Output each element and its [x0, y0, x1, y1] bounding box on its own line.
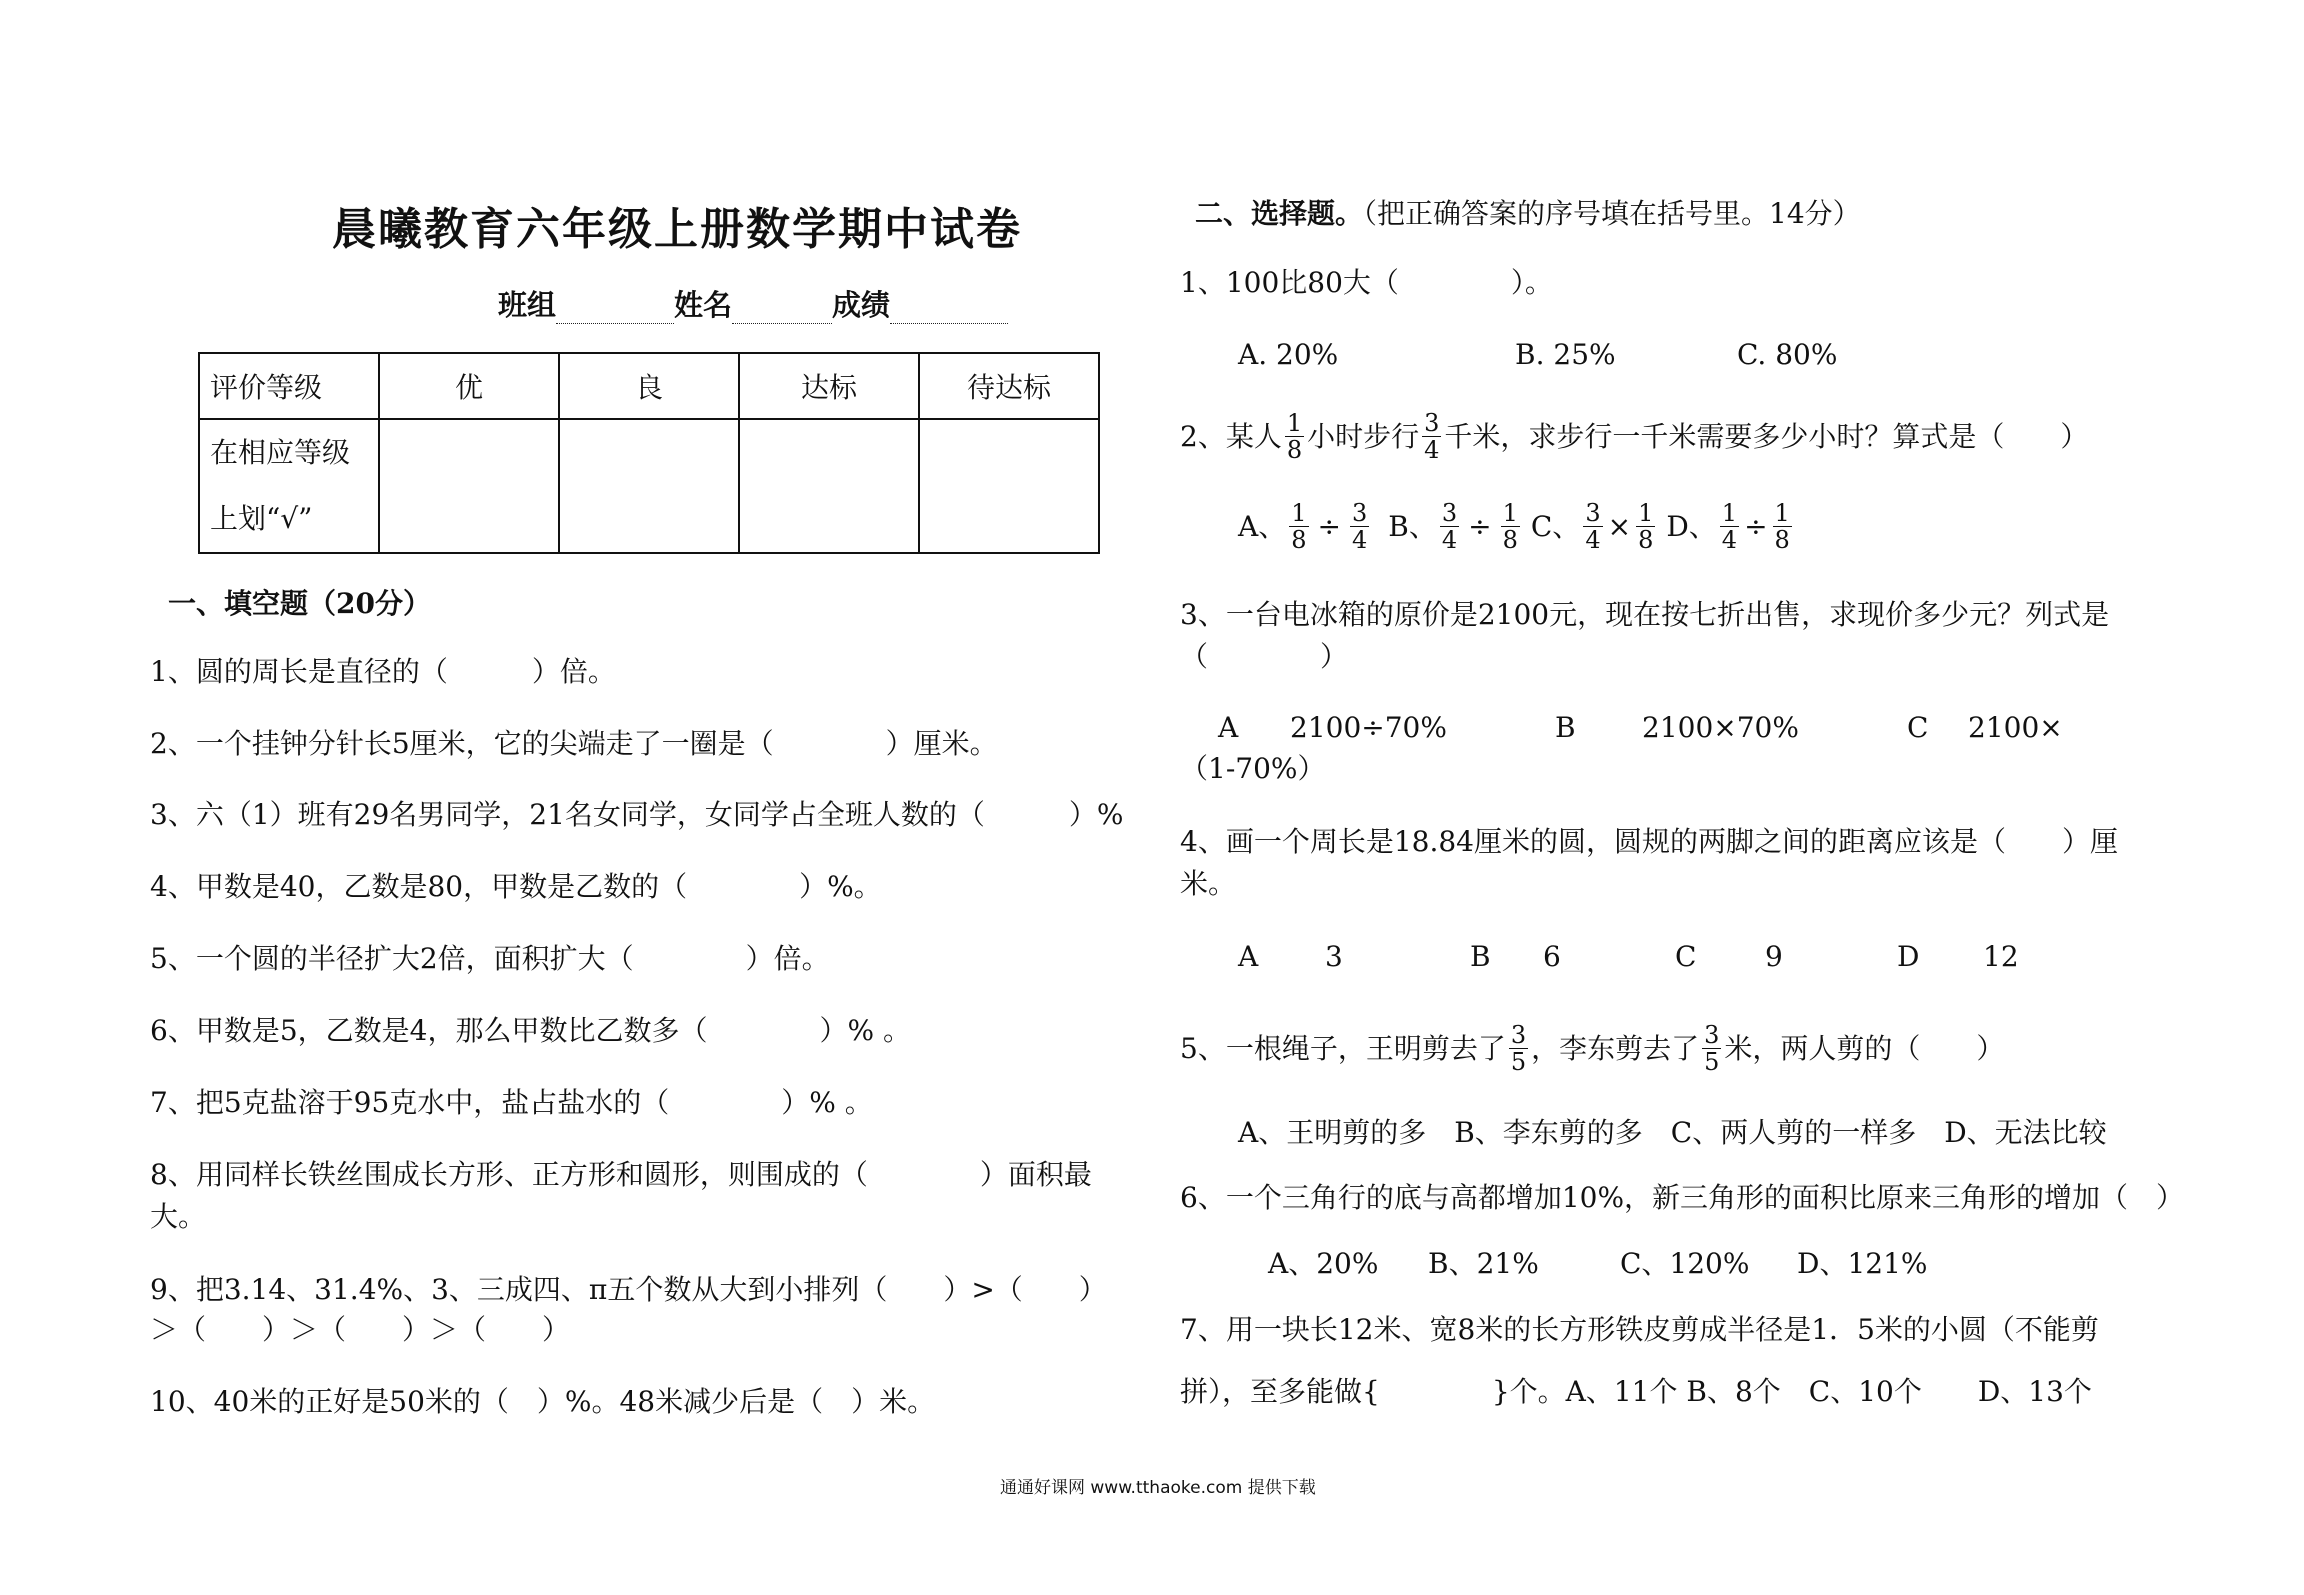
eval-row-label-line1: 在相应等级: [210, 436, 351, 469]
fraction: $\frac{1}{4}$: [1721, 499, 1738, 554]
section2-title: 二、选择题。: [1195, 197, 1364, 230]
fill-question-10: 10、40米的正好是50米的（ ）%。48米减少后是（ ）米。: [150, 1385, 936, 1418]
fill-question-5: 5、一个圆的半径扩大2倍，面积扩大（ ）倍。: [150, 942, 830, 975]
choice-q3-option-b: 2100×70%: [1642, 711, 1799, 744]
fill-question-1: 1、圆的周长是直径的（ ）倍。: [150, 655, 616, 688]
class-label: 班组: [498, 288, 557, 322]
choice-q3-option-a: 2100÷70%: [1290, 711, 1447, 744]
fill-question-9: 9、把3.14、31.4%、3、三成四、π五个数从大到小排列（ ）>（ ）: [150, 1273, 1107, 1306]
fill-question-6: 6、甲数是5，乙数是4，那么甲数比乙数多（ ）% 。: [150, 1014, 911, 1047]
score-blank[interactable]: [890, 295, 1008, 324]
choice-q2-option-c: C、 $\frac{3}{4}$ × $\frac{1}{8}$: [1530, 499, 1654, 554]
choice-q2-option-d: D、 $\frac{1}{4}$ ÷ $\frac{1}{8}$: [1666, 499, 1790, 554]
choice-q4-option-d: 12: [1983, 940, 2019, 973]
choice-question-2: 2、某人 $\frac{1}{8}$ 小时步行 $\frac{3}{4}$ 千米，求步行一千米需要多少小时？算式是（ ）: [1180, 409, 2089, 464]
fraction: $\frac{3}{4}$: [1585, 499, 1601, 554]
fill-question-9-cont: ＞（ ）＞（ ）＞（ ）: [150, 1313, 571, 1346]
student-info-line: [498, 283, 1008, 324]
eval-header-level: 评价等级: [199, 353, 379, 419]
fill-question-3: 3、六（1）班有29名男同学，21名女同学，女同学占全班人数的（ ）%: [150, 798, 1124, 831]
choice-q6-option-d: D、121%: [1797, 1247, 1928, 1280]
eval-cell-excellent[interactable]: [379, 419, 559, 553]
fraction: $\frac{3}{4}$: [1351, 499, 1368, 554]
choice-q1-option-a: A. 20%: [1238, 338, 1339, 371]
fill-question-8-cont: 大。: [150, 1200, 207, 1233]
eval-cell-needs-work[interactable]: [919, 419, 1099, 553]
fraction: $\frac{3}{4}$: [1441, 499, 1458, 554]
choice-question-7: 7、用一块长12米、宽8米的长方形铁皮剪成半径是1．5米的小圆（不能剪: [1180, 1313, 2099, 1346]
choice-q4-option-a-label: A: [1238, 940, 1259, 973]
choice-q4-option-b-label: B: [1470, 940, 1491, 973]
fraction: $\frac{1}{8}$: [1286, 409, 1303, 464]
eval-header-needs-work: 待达标: [919, 353, 1099, 419]
fraction: $\frac{1}{8}$: [1502, 499, 1518, 554]
choice-q4-option-a: 3: [1325, 940, 1343, 973]
choice-question-3: 3、一台电冰箱的原价是2100元，现在按七折出售，求现价多少元？列式是: [1180, 598, 2110, 631]
section2-note: （把正确答案的序号填在括号里。14分）: [1363, 197, 1861, 230]
eval-header-good: 良: [559, 353, 739, 419]
footer-source: 通通好课网 www.tthaoke.com 提供下载: [1000, 1478, 1316, 1498]
choice-q1-option-c: C. 80%: [1737, 338, 1838, 371]
choice-question-1: 1、100比80大（ ）。: [1180, 266, 1553, 299]
choice-q6-option-a: A、20%: [1268, 1247, 1379, 1280]
choice-q4-option-d-label: D: [1897, 940, 1920, 973]
choice-q4-option-c-label: C: [1675, 940, 1697, 973]
name-label: 姓名: [674, 288, 733, 322]
eval-header-excellent: 优: [379, 353, 559, 419]
fraction: $\frac{1}{8}$: [1291, 499, 1307, 554]
choice-q2-option-b: B、 $\frac{3}{4}$ ÷ $\frac{1}{8}$: [1388, 499, 1518, 554]
choice-q3-option-c: 2100×: [1968, 711, 2063, 744]
eval-cell-pass[interactable]: [739, 419, 919, 553]
choice-q4-option-c: 9: [1765, 940, 1783, 973]
fraction: $\frac{1}{8}$: [1774, 499, 1790, 554]
choice-q4-option-b: 6: [1543, 940, 1561, 973]
choice-q2-option-a: A、 $\frac{1}{8}$ ÷ $\frac{3}{4}$: [1238, 499, 1368, 554]
choice-question-6: 6、一个三角行的底与高都增加10%，新三角形的面积比原来三角形的增加（ ）: [1180, 1181, 2185, 1214]
exam-title: 晨曦教育六年级上册数学期中试卷: [332, 204, 1022, 255]
fraction: $\frac{3}{5}$: [1510, 1021, 1527, 1076]
choice-question-3-cont: （ ）: [1180, 640, 1349, 673]
choice-question-4: 4、画一个周长是18.84厘米的圆，圆规的两脚之间的距离应该是（ ）厘: [1180, 825, 2118, 858]
fill-question-8: 8、用同样长铁丝围成长方形、正方形和圆形，则围成的（ ）面积最: [150, 1158, 1092, 1191]
fraction: $\frac{1}{8}$: [1638, 499, 1654, 554]
fraction: $\frac{3}{4}$: [1424, 409, 1440, 464]
fill-question-4: 4、甲数是40，乙数是80，甲数是乙数的（ ）%。: [150, 870, 882, 903]
choice-q2-options: [1238, 500, 1795, 553]
choice-q5-options: A、王明剪的多 B、李东剪的多 C、两人剪的一样多 D、无法比较: [1238, 1116, 2107, 1149]
choice-q6-option-b: B、21%: [1428, 1247, 1539, 1280]
choice-question-7-cont: 拼），至多能做{ }个。A、11个 B、8个 C、10个 D、13个: [1180, 1375, 2092, 1408]
fill-question-7: 7、把5克盐溶于95克水中，盐占盐水的（ ）% 。: [150, 1086, 873, 1119]
choice-question-4-cont: 米。: [1180, 867, 1237, 900]
eval-header-pass: 达标: [739, 353, 919, 419]
choice-q3-option-b-label: B: [1555, 711, 1576, 744]
fraction: $\frac{3}{5}$: [1704, 1021, 1720, 1076]
choice-q6-option-c: C、120%: [1620, 1247, 1750, 1280]
name-blank[interactable]: [732, 295, 832, 324]
class-blank[interactable]: [556, 295, 674, 324]
score-label: 成绩: [832, 288, 891, 322]
choice-q1-option-b: B. 25%: [1515, 338, 1616, 371]
eval-row-label: [199, 419, 379, 553]
choice-q3-option-c-cont: （1-70%）: [1180, 752, 1326, 785]
choice-question-5: 5、一根绳子，王明剪去了 $\frac{3}{5}$ ，李东剪去了 $\frac{3}{5}$ 米，两人剪的（ ）: [1180, 1021, 2005, 1076]
choice-q3-option-c-label: C: [1907, 711, 1929, 744]
section1-heading: 一、填空题（20分）: [168, 587, 431, 620]
eval-row-label-line2: 上划“√”: [210, 502, 313, 535]
eval-cell-good[interactable]: [559, 419, 739, 553]
section2-heading: [1195, 192, 1861, 232]
choice-q3-option-a-label: A: [1218, 711, 1239, 744]
evaluation-table: [198, 352, 1100, 554]
fill-question-2: 2、一个挂钟分针长5厘米，它的尖端走了一圈是（ ）厘米。: [150, 727, 998, 760]
